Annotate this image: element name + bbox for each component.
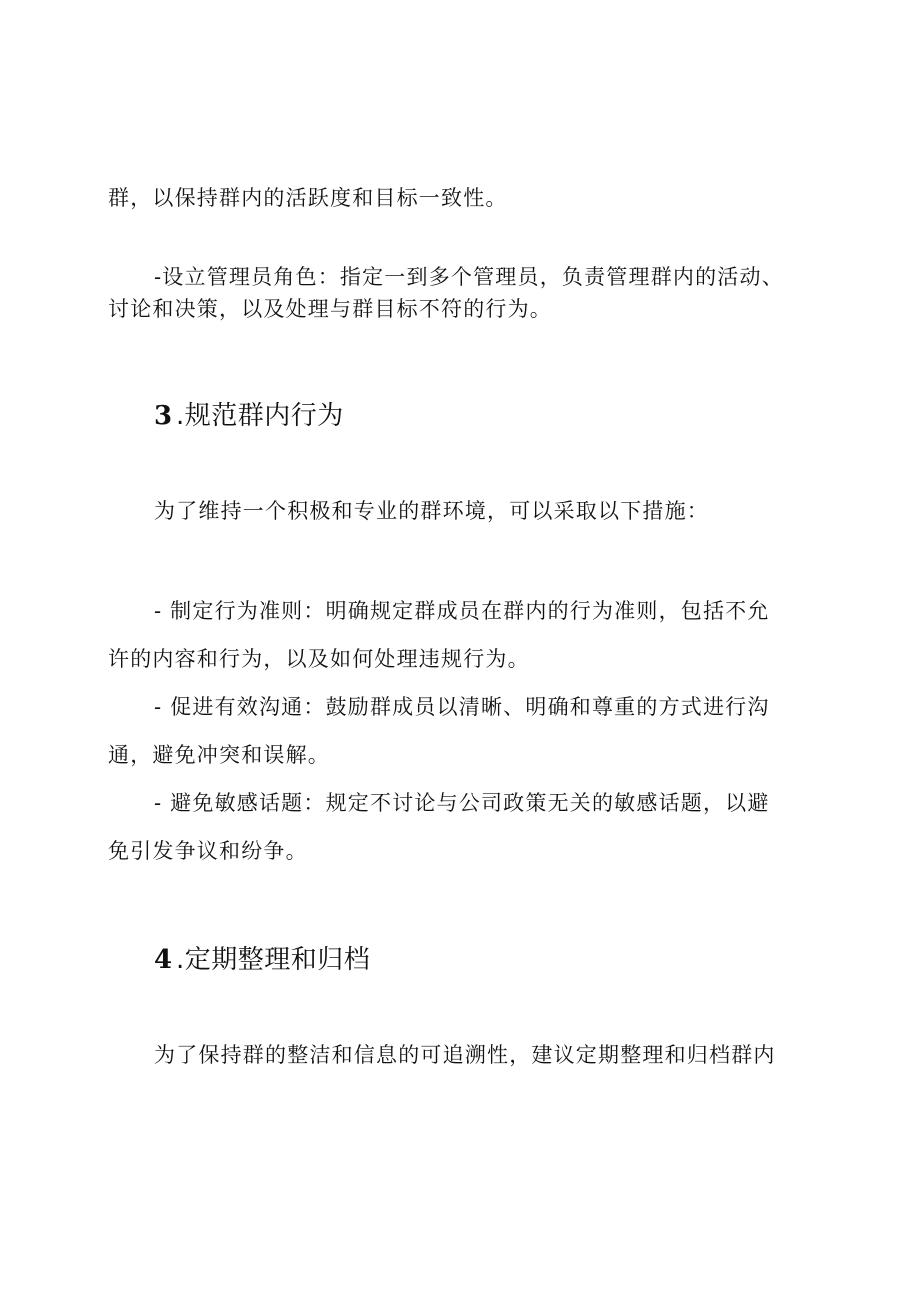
section-number: 3 xyxy=(154,401,173,431)
section-number: 4 xyxy=(154,945,173,975)
archive-paragraph-line-1: 为了保持群的整洁和信息的可追溯性，建议定期整理和归档群内 xyxy=(154,1043,776,1067)
bullet-code-of-conduct-line-2: 许的内容和行为，以及如何处理违规行为。 xyxy=(108,647,530,671)
bullet-communication-line-2: 通，避免冲突和误解。 xyxy=(108,743,330,767)
section-heading-3 xyxy=(154,399,344,433)
section-title: .定期整理和归档 xyxy=(176,945,371,975)
bullet-code-of-conduct-line-1: - 制定行为准则：明确规定群成员在群内的行为准则，包括不允 xyxy=(154,599,770,623)
intro-paragraph: 为了维持一个积极和专业的群环境，可以采取以下措施： xyxy=(154,499,709,523)
bullet-admin-role-line-1: -设立管理员角色：指定一到多个管理员，负责管理群内的活动、 xyxy=(154,265,784,289)
bullet-sensitive-topics-line-2: 免引发争议和纷争。 xyxy=(108,839,308,863)
section-title: .规范群内行为 xyxy=(176,401,344,431)
paragraph-continuation-line: 群，以保持群内的活跃度和目标一致性。 xyxy=(108,186,508,210)
bullet-sensitive-topics-line-1: - 避免敏感话题：规定不讨论与公司政策无关的敏感话题，以避 xyxy=(154,791,770,815)
bullet-admin-role-line-2: 讨论和决策，以及处理与群目标不符的行为。 xyxy=(108,297,552,321)
section-heading-4 xyxy=(154,943,370,977)
bullet-communication-line-1: - 促进有效沟通：鼓励群成员以清晰、明确和尊重的方式进行沟 xyxy=(154,695,770,719)
